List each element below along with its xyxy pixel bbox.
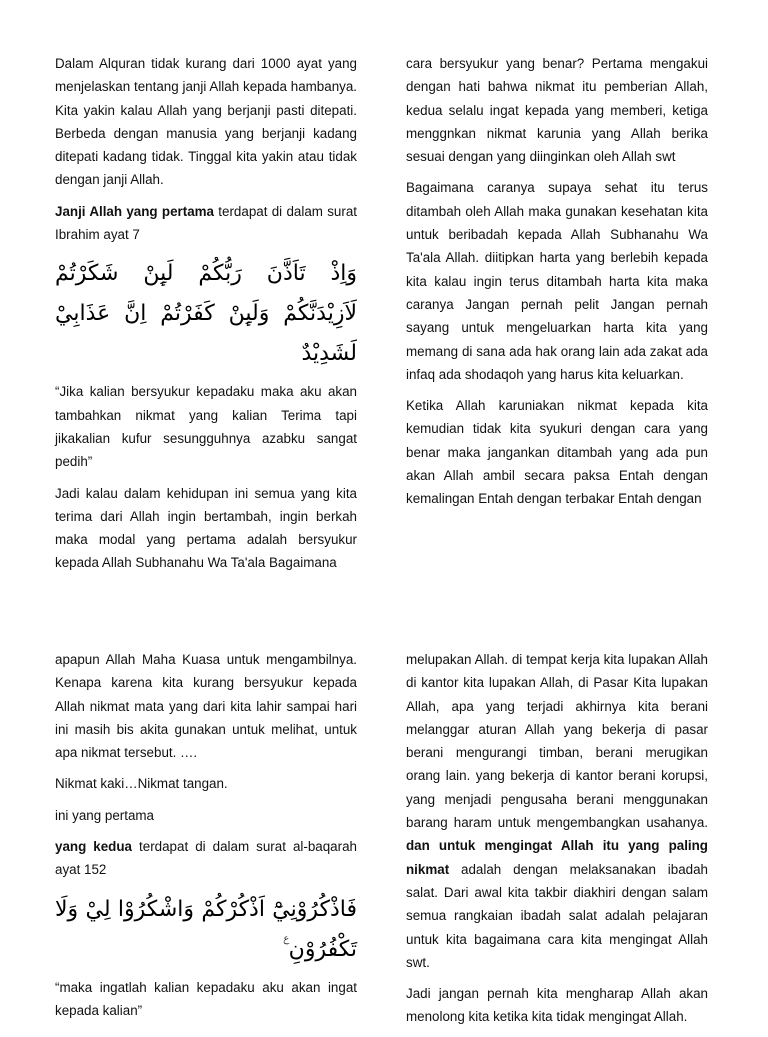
paragraph: Nikmat kaki…Nikmat tangan.: [55, 776, 228, 792]
paragraph: apapun Allah Maha Kuasa untuk mengambilnya. Kenapa karena kita kurang bersyukur kepada Allah nikmat mata yang dari kita lahir sampai hari ini masih bis akita gunakan untuk melihat, untuk apa nikmat tersebut. ….: [55, 652, 357, 761]
paragraph-text: melupakan Allah. di tempat kerja kita lupakan Allah di kantor kita lupakan Allah, di Pasar Kita lupakan Allah, apa yang terjadi akhirnya kita berani melanggar aturan Allah yang bekerja di pasar berani mengurangi timban, berani merugikan orang lain. yang bekerja di kantor berani korupsi, yang menjadi pengusaha berani menggunakan barang haram untuk mengembangkan usahanya.: [406, 652, 708, 831]
paragraph: Ketika Allah karuniakan nikmat kepada kita kemudian tidak kita syukuri dengan cara yang benar maka jangankan ditambah yang ada pun akan Allah ambil secara paksa Entah dengan kemalingan Entah dengan terbakar Entah dengan: [406, 398, 708, 507]
paragraph: cara bersyukur yang benar? Pertama mengakui dengan hati bahwa nikmat itu pemberian Allah, kedua selalu ingat kepada yang memberi, ketiga menggnkan nikmat karunia yang Allah berika sesuai dengan yang diinginkan oleh Allah swt: [406, 56, 708, 165]
paragraph: [55, 200, 357, 247]
translation-quote: “Jika kalian bersyukur kepadaku maka aku akan tambahkan nikmat yang kalian Terima tapi jikakalian kufur sesungguhnya azabku sangat pedih”: [55, 384, 357, 470]
bold-heading: yang kedua: [55, 839, 132, 855]
bottom-left-column: [55, 648, 357, 1030]
paragraph-text: terdapat di dalam surat al-baqarah ayat 152: [55, 839, 357, 878]
bold-phrase: dan untuk mengingat Allah itu yang paling nikmat: [406, 838, 708, 877]
arabic-verse: فَاذْكُرُوْنِيْٓ اَذْكُرْكُمْ وَاشْكُرُوْا لِيْ وَلَا تَكْفُرُوْنِ ࣖ: [55, 896, 357, 962]
paragraph: Jadi jangan pernah kita mengharap Allah akan menolong kita ketika kita tidak mengingat Allah.: [406, 986, 708, 1025]
paragraph-text: adalah dengan melaksanakan ibadah salat. Dari awal kita takbir diakhiri dengan salam semua rangkaian ibadah salat adalah pelajaran untuk kita bagaimana cara kita mengingat Allah swt.: [406, 861, 708, 970]
top-left-column: [55, 52, 357, 583]
paragraph-text: terdapat di dalam surat Ibrahim ayat 7: [55, 203, 357, 243]
paragraph: [406, 648, 708, 974]
translation-quote: “maka ingatlah kalian kepadaku aku akan ingat kepada kalian”: [55, 979, 357, 1018]
paragraph: Bagaimana caranya supaya sehat itu terus ditambah oleh Allah maka gunakan kesehatan kita untuk beribadah kepada Allah Subhanahu Wa Ta'ala Allah. diitipkan harta yang berlebih kepada kita kalau ingin terus ditambah harta kita maka caranya Jangan pernah pelit Jangan pernah sayang untuk mengeluarkan harta kita yang memang di sana ada hak orang lain ada zakat ada infaq ada shodaqoh yang harus kita keluarkan.: [406, 180, 708, 382]
bottom-right-column: [406, 648, 708, 1037]
paragraph: Jadi kalau dalam kehidupan ini semua yang kita terima dari Allah ingin bertambah, ingin berkah maka modal yang pertama adalah bersyukur kepada Allah Subhanahu Wa Ta'ala Bagaimana: [55, 485, 357, 571]
top-right-column: [406, 52, 708, 519]
paragraph: Dalam Alquran tidak kurang dari 1000 ayat yang menjelaskan tentang janji Allah kepada hambanya. Kita yakin kalau Allah yang berjanji pasti ditepati. Berbeda dengan manusia yang berjanji kadang ditepati kadang tidak. Tinggal kita yakin atau tidak dengan janji Allah.: [55, 56, 357, 188]
paragraph: [55, 835, 357, 882]
arabic-verse: وَاِذْ تَاَذَّنَ رَبُّكُمْ لَىِٕنْ شَكَرْتُمْ لَاَزِيْدَنَّكُمْ وَلَىِٕنْ كَفَرْتُمْ اِنَّ عَذَابِيْ لَشَدِيْدٌ: [55, 261, 357, 367]
bold-heading: Janji Allah yang pertama: [55, 203, 214, 219]
paragraph: ini yang pertama: [55, 807, 154, 823]
